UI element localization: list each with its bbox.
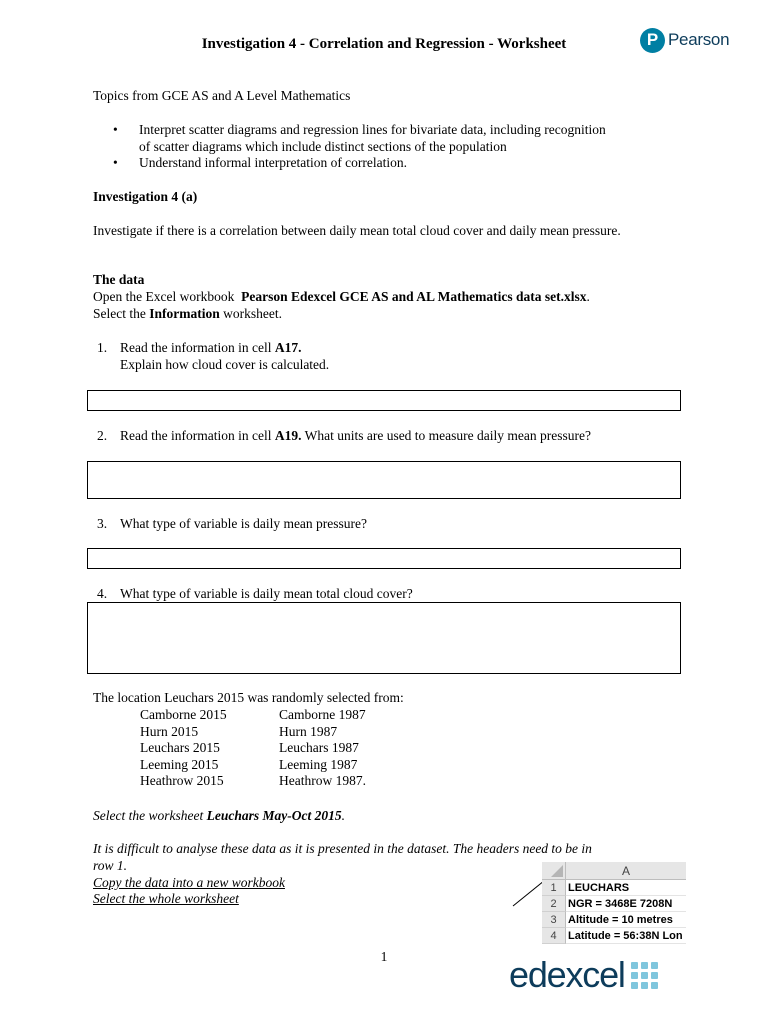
pearson-wordmark: Pearson	[668, 30, 730, 49]
question-text: What type of variable is daily mean pressure?	[120, 516, 368, 531]
topic-bullet	[113, 155, 678, 172]
topic-bullet	[113, 122, 678, 155]
select-sheet-instruction: Select the worksheet Leuchars May-Oct 2015.	[93, 808, 345, 823]
page-number: 1	[380, 949, 388, 964]
location-row: Heathrow 2015 Heathrow 1987.	[140, 773, 366, 789]
bullet-icon: •	[113, 122, 118, 137]
question-number: 2.	[97, 428, 108, 443]
bullet-icon: •	[113, 155, 118, 170]
select-all-corner	[542, 862, 566, 880]
excel-row: 3 Altitude = 10 metres	[542, 912, 686, 928]
excel-row: 1 LEUCHARS	[542, 880, 686, 896]
question-text: Read the information in cell A19. What units are used to measure daily mean pressure?	[120, 428, 591, 443]
location-row: Camborne 2015 Camborne 1987	[140, 707, 366, 722]
topic-bullet-line: of scatter diagrams which include distinct sections of the population	[139, 138, 507, 154]
excel-cell: LEUCHARS	[566, 880, 686, 896]
workbook-name: Pearson Edexcel GCE AS and AL Mathematics data set.xlsx	[241, 289, 587, 304]
answer-box[interactable]	[87, 602, 681, 674]
edexcel-logo	[509, 954, 658, 996]
excel-screenshot	[542, 862, 686, 947]
location-row: Leeming 2015 Leeming 1987	[140, 756, 358, 772]
investigation-heading: Investigation 4 (a)	[93, 189, 198, 204]
worksheet-name: Information	[149, 306, 220, 321]
open-workbook-instruction: Open the Excel workbook Pearson Edexcel GCE AS and AL Mathematics data set.xlsx.	[93, 289, 590, 304]
answer-box[interactable]	[87, 390, 681, 411]
location-row: Leuchars 2015 Leuchars 1987	[140, 740, 359, 756]
location-row: Hurn 2015 Hurn 1987	[140, 723, 338, 739]
edexcel-dots-icon	[631, 962, 658, 989]
question-text: What type of variable is daily mean total cloud cover?	[120, 586, 413, 601]
select-worksheet-instruction: Select the Information worksheet.	[93, 306, 282, 321]
topics-heading: Topics from GCE AS and A Level Mathematics	[93, 88, 351, 103]
excel-cell: Latitude = 56:38N Lon	[566, 928, 686, 944]
select-whole-step: Select the whole worksheet	[93, 891, 239, 906]
excel-row: 2 NGR = 3468E 7208N	[542, 896, 686, 912]
excel-row: 4 Latitude = 56:38N Lon	[542, 928, 686, 944]
answer-box[interactable]	[87, 461, 681, 499]
topic-bullet-line: Interpret scatter diagrams and regression lines for bivariate data, including recognition	[139, 122, 606, 137]
investigation-aim: Investigate if there is a correlation between daily mean total cloud cover and daily mean pressure.	[93, 223, 621, 238]
excel-cell: NGR = 3468E 7208N	[566, 896, 686, 912]
pearson-logo	[640, 27, 729, 53]
edexcel-wordmark: edexcel	[509, 954, 625, 995]
page-title: Investigation 4 - Correlation and Regression - Worksheet	[201, 36, 567, 52]
column-header: A	[566, 862, 686, 880]
question-number: 3.	[97, 516, 108, 531]
pearson-logo-icon: P	[640, 28, 665, 53]
sheet-name: Leuchars May-Oct 2015	[206, 808, 342, 823]
difficulty-note: It is difficult to analyse these data as it is presented in the dataset. The headers need to be in row 1.	[93, 841, 592, 873]
question-number: 1.	[97, 340, 108, 355]
answer-box[interactable]	[87, 548, 681, 569]
topic-bullet-line: Understand informal interpretation of correlation.	[139, 155, 408, 170]
excel-cell: Altitude = 10 metres	[566, 912, 686, 928]
question-text: Read the information in cell A17. Explain how cloud cover is calculated.	[120, 340, 330, 372]
question-number: 4.	[97, 586, 108, 601]
data-heading: The data	[93, 272, 145, 287]
copy-data-step: Copy the data into a new workbook	[93, 875, 285, 890]
location-intro: The location Leuchars 2015 was randomly selected from:	[93, 690, 404, 705]
location-list	[140, 707, 366, 790]
excel-header-row	[542, 862, 686, 880]
